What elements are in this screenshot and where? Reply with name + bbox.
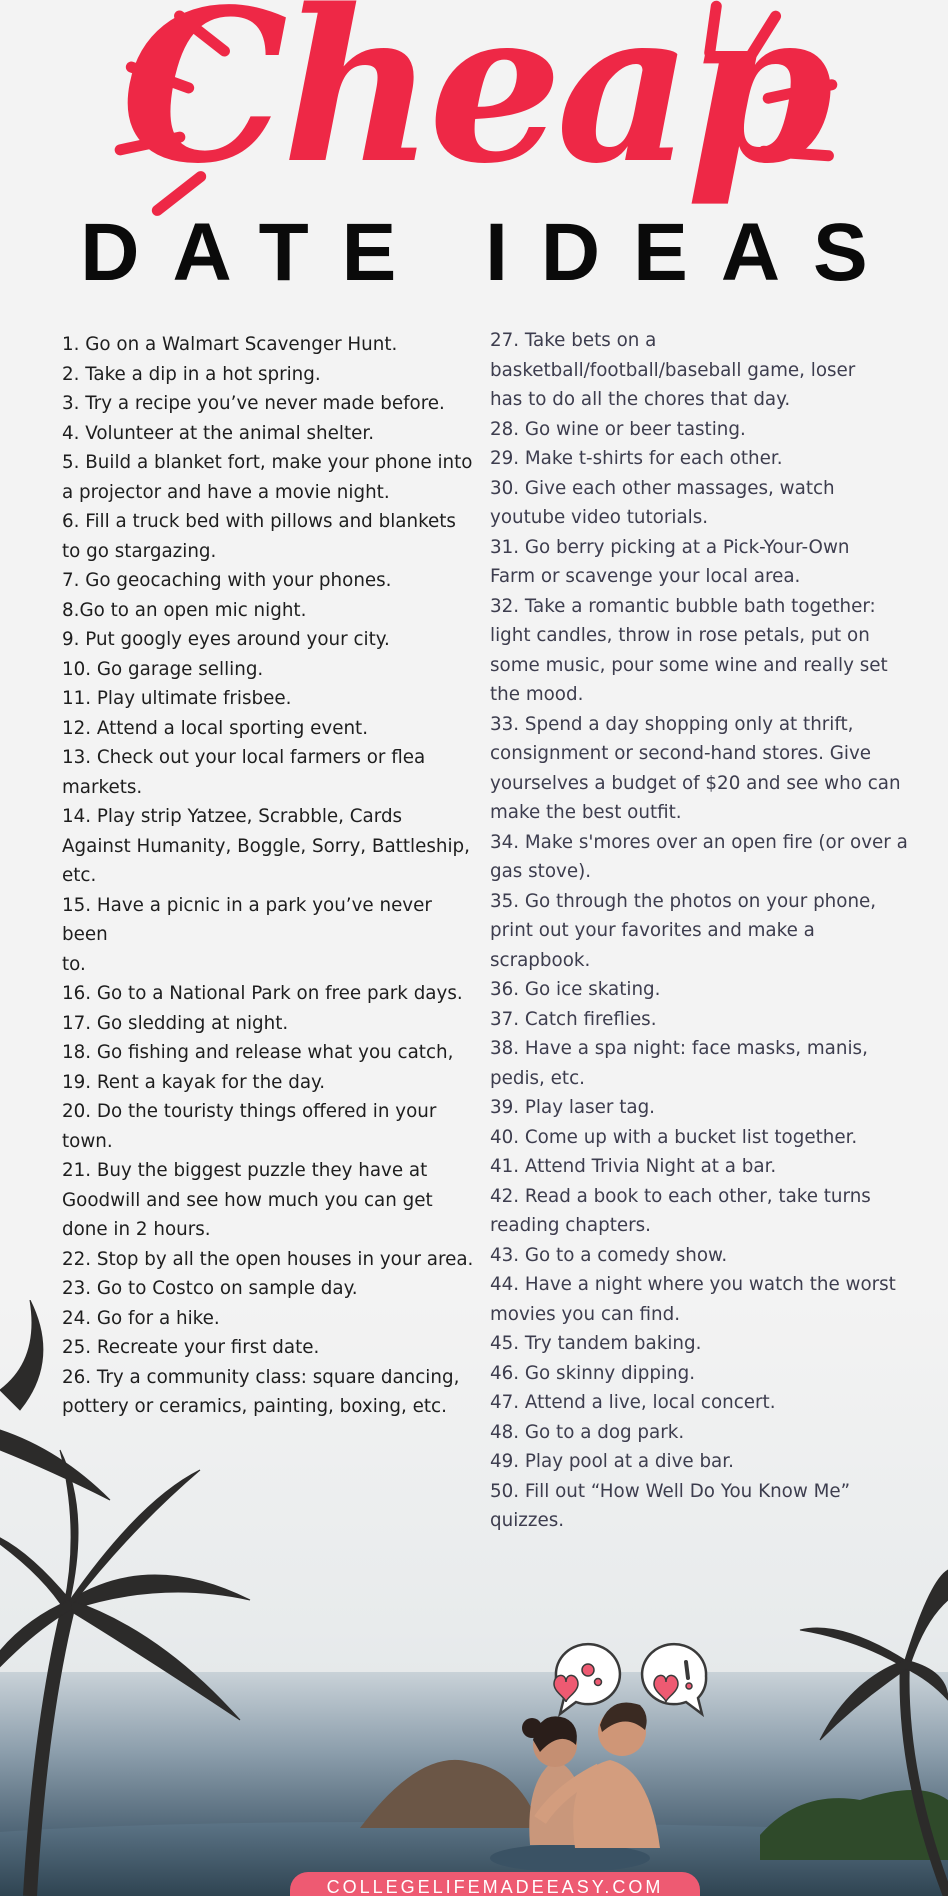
idea-line: 46. Go skinny dipping. [490, 1362, 696, 1384]
idea-line: 34. Make s'mores over an open fire (or over a [490, 831, 908, 853]
idea-line: pedis, etc. [490, 1067, 585, 1089]
idea-line: a projector and have a movie night. [62, 481, 390, 503]
idea-line: 30. Give each other massages, watch [490, 477, 835, 499]
idea-line: 26. Try a community class: square dancing, [62, 1366, 460, 1388]
idea-line: 3. Try a recipe you’ve never made before. [62, 393, 445, 414]
idea-line: to. [62, 953, 86, 975]
idea-line: reading chapters. [490, 1215, 651, 1236]
idea-line: 4. Volunteer at the animal shelter. [62, 422, 375, 444]
idea-line: 32. Take a romantic bubble bath together: [490, 595, 876, 617]
idea-line: 7. Go geocaching with your phones. [62, 570, 392, 591]
idea-line: has to do all the chores that day. [490, 389, 791, 410]
idea-line: 1. Go on a Walmart Scavenger Hunt. [62, 334, 398, 355]
idea-line: 36. Go ice skating. [490, 979, 661, 1000]
idea-line: 49. Play pool at a dive bar. [490, 1451, 734, 1472]
title-block-word: DATE IDEAS [80, 207, 901, 298]
idea-line: 38. Have a spa night: face masks, manis, [490, 1038, 868, 1059]
idea-line: markets. [62, 776, 143, 798]
idea-line: 6. Fill a truck bed with pillows and blankets [62, 511, 456, 532]
idea-line: gas stove). [490, 861, 592, 882]
idea-line: 11. Play ultimate frisbee. [62, 688, 292, 709]
idea-line: some music, pour some wine and really set [490, 654, 888, 676]
idea-line: 14. Play strip Yatzee, Scrabble, Cards [62, 806, 403, 827]
idea-line: etc. [62, 865, 97, 886]
idea-line: basketball/football/baseball game, loser [490, 359, 856, 381]
idea-line: 25. Recreate your first date. [62, 1337, 320, 1358]
idea-line: 20. Do the touristy things offered in your [62, 1101, 437, 1122]
header [0, 0, 948, 300]
idea-line: 33. Spend a day shopping only at thrift, [490, 713, 854, 735]
idea-line: Against Humanity, Boggle, Sorry, Battleship, [62, 835, 470, 857]
idea-line: 35. Go through the photos on your phone, [490, 890, 877, 912]
idea-line: 28. Go wine or beer tasting. [490, 418, 746, 440]
idea-line: 18. Go fishing and release what you catch, [62, 1042, 454, 1063]
idea-line: 44. Have a night where you watch the worst [490, 1274, 896, 1295]
idea-line: 21. Buy the biggest puzzle they have at [62, 1160, 428, 1181]
idea-line: light candles, throw in rose petals, put on [490, 625, 870, 646]
idea-line: 47. Attend a live, local concert. [490, 1392, 776, 1413]
idea-line: 45. Try tandem baking. [490, 1333, 702, 1354]
idea-line: print out your favorites and make a [490, 920, 815, 941]
title-script-word: Cheap [120, 0, 828, 210]
idea-line: to go stargazing. [62, 540, 217, 562]
idea-line: movies you can find. [490, 1303, 681, 1325]
idea-line: 37. Catch fireflies. [490, 1008, 657, 1030]
idea-line: 40. Come up with a bucket list together. [490, 1126, 858, 1148]
idea-line: Farm or scavenge your local area. [490, 566, 801, 587]
idea-line: 22. Stop by all the open houses in your area. [62, 1248, 474, 1270]
idea-line: 27. Take bets on a [490, 330, 657, 351]
idea-line: 50. Fill out “How Well Do You Know Me” [490, 1480, 851, 1502]
idea-line: 17. Go sledding at night. [62, 1012, 289, 1034]
idea-line: the mood. [490, 684, 584, 705]
idea-line: town. [62, 1130, 113, 1152]
idea-line: youtube video tutorials. [490, 507, 709, 528]
idea-line: 2. Take a dip in a hot spring. [62, 363, 321, 385]
ideas-list-right [490, 326, 920, 1536]
idea-line: make the best outfit. [490, 802, 682, 823]
idea-line: 42. Read a book to each other, take turns [490, 1185, 871, 1207]
idea-line: 31. Go berry picking at a Pick-Your-Own [490, 536, 850, 558]
idea-line: 13. Check out your local farmers or flea [62, 747, 426, 768]
footer-banner[interactable]: COLLEGELIFEMADEEASY.COM [290, 1872, 700, 1896]
idea-line: consignment or second-hand stores. Give [490, 743, 872, 764]
idea-line: 12. Attend a local sporting event. [62, 717, 369, 739]
idea-line: done in 2 hours. [62, 1219, 211, 1240]
idea-line: 43. Go to a comedy show. [490, 1244, 728, 1266]
idea-line: 9. Put googly eyes around your city. [62, 629, 390, 650]
idea-line: 24. Go for a hike. [62, 1307, 220, 1329]
idea-line: 39. Play laser tag. [490, 1097, 655, 1118]
idea-line: 8.Go to an open mic night. [62, 599, 307, 621]
idea-line: scrapbook. [490, 949, 591, 971]
idea-line: 16. Go to a National Park on free park days. [62, 983, 463, 1004]
idea-line: 5. Build a blanket fort, make your phone into [62, 452, 473, 473]
idea-line: yourselves a budget of $20 and see who can [490, 772, 901, 794]
idea-line: 41. Attend Trivia Night at a bar. [490, 1156, 777, 1177]
idea-line: 10. Go garage selling. [62, 658, 264, 680]
ideas-list-left [62, 330, 482, 1422]
idea-line: 15. Have a picnic in a park you’ve never been [62, 894, 432, 945]
idea-line: 29. Make t-shirts for each other. [490, 448, 783, 469]
idea-line: Goodwill and see how much you can get [62, 1189, 433, 1211]
idea-line: 23. Go to Costco on sample day. [62, 1278, 358, 1299]
idea-line: quizzes. [490, 1510, 565, 1531]
idea-line: 19. Rent a kayak for the day. [62, 1071, 326, 1093]
idea-line: pottery or ceramics, painting, boxing, etc. [62, 1396, 447, 1417]
idea-line: 48. Go to a dog park. [490, 1421, 685, 1443]
